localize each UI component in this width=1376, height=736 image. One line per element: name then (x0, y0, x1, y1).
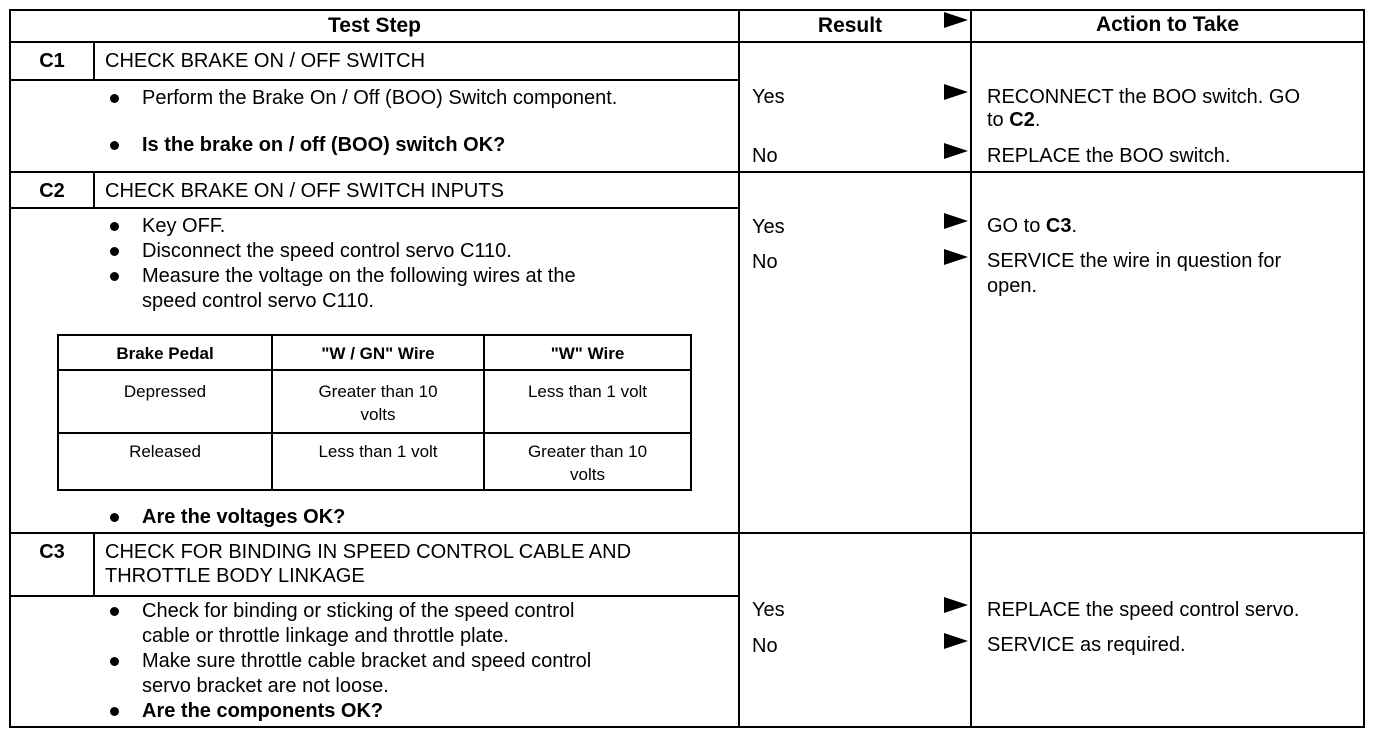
c1-title: CHECK BRAKE ON / OFF SWITCH (105, 50, 426, 72)
voltage-table-cell: Released (129, 442, 201, 461)
c2-yes-arrow-icon (944, 213, 968, 229)
c2-title-underline (9, 207, 740, 209)
voltage-table-cell (485, 440, 690, 486)
c2-bullet-1: Key OFF. (142, 215, 226, 237)
voltage-table-cell: Less than 1 volt (527, 382, 648, 401)
bullet-icon (110, 657, 119, 666)
c2-bullet-2: Disconnect the speed control servo C110. (142, 240, 512, 262)
c2-question: Are the voltages OK? (142, 506, 346, 528)
c2-bullet-3-line2: speed control servo C110. (142, 290, 374, 312)
header-action: Action to Take (1095, 13, 1240, 36)
bullet-icon (110, 272, 119, 281)
c3-id-divider (93, 532, 95, 597)
c3-yes-arrow-icon (944, 597, 968, 613)
c2-action-yes-period: . (1071, 215, 1078, 237)
c1-action-no: REPLACE the BOO switch. (987, 145, 1231, 167)
c3-action-no: SERVICE as required. (987, 634, 1186, 656)
c2-action-no-line1: SERVICE the wire in question for (987, 250, 1282, 272)
bullet-icon (110, 222, 119, 231)
c1-result-yes: Yes (752, 86, 785, 108)
bullet-icon (110, 513, 119, 522)
section-divider-c1-c2 (9, 171, 1365, 173)
c2-id-divider (93, 171, 95, 209)
voltage-table-cell (273, 380, 483, 426)
voltage-table-row-divider (59, 432, 690, 434)
c3-step-id: C3 (39, 541, 65, 563)
c1-no-arrow-icon (944, 143, 968, 159)
c1-bullet-1: Perform the Brake On / Off (BOO) Switch component. (142, 87, 618, 109)
c1-step-id: C1 (39, 50, 65, 72)
frame-right (1363, 9, 1365, 728)
c1-action-yes-go-text: to (987, 109, 1004, 131)
c3-question: Are the components OK? (142, 700, 384, 722)
bullet-icon (110, 707, 119, 716)
frame-left (9, 9, 11, 728)
header-underline (9, 41, 1365, 43)
voltage-table-cell-line: Greater than 10 (527, 442, 648, 461)
bullet-icon (110, 94, 119, 103)
c2-action-yes (987, 214, 1077, 239)
c3-result-no: No (752, 635, 778, 657)
voltage-table-cell-line: volts (360, 405, 396, 424)
c3-bullet-2-line1: Make sure throttle cable bracket and speed control (142, 650, 592, 672)
c2-bullet-3-line1: Measure the voltage on the following wires at the (142, 265, 576, 287)
voltage-table-cell-line: volts (570, 465, 605, 484)
c1-action-yes-line2 (987, 108, 1040, 133)
bullet-icon (110, 141, 119, 150)
c1-title-underline (9, 79, 740, 81)
voltage-table (57, 334, 692, 491)
voltage-table-row-divider (59, 369, 690, 371)
c1-action-yes-period: . (1034, 109, 1041, 131)
c2-action-yes-step-ref: C3 (1045, 215, 1072, 237)
voltage-table-header-w-gn-wire: "W / GN" Wire (321, 344, 435, 363)
bullet-icon (110, 247, 119, 256)
bullet-icon (110, 607, 119, 616)
column-divider-result (738, 9, 740, 728)
c3-no-arrow-icon (944, 633, 968, 649)
c1-result-no: No (752, 145, 778, 167)
voltage-table-cell-line: Greater than 10 (318, 382, 438, 401)
frame-top (9, 9, 1365, 11)
c1-id-divider (93, 41, 95, 81)
c3-bullet-2-line2: servo bracket are not loose. (142, 675, 389, 697)
section-divider-c2-c3 (9, 532, 1365, 534)
c3-bullet-1-line2: cable or throttle linkage and throttle plate. (142, 625, 509, 647)
column-divider-action (970, 9, 972, 728)
c2-no-arrow-icon (944, 249, 968, 265)
header-test-step: Test Step (328, 14, 421, 37)
c2-step-id: C2 (39, 180, 65, 202)
voltage-table-header-w-wire: "W" Wire (550, 344, 625, 363)
c3-action-yes: REPLACE the speed control servo. (987, 599, 1300, 621)
c3-title-line2: THROTTLE BODY LINKAGE (105, 565, 365, 587)
c1-yes-arrow-icon (944, 84, 968, 100)
voltage-table-cell: Depressed (123, 382, 207, 401)
c3-title-underline (9, 595, 740, 597)
c2-title: CHECK BRAKE ON / OFF SWITCH INPUTS (105, 180, 504, 202)
c1-action-yes-line1: RECONNECT the BOO switch. GO (987, 86, 1301, 108)
c3-title-line1: CHECK FOR BINDING IN SPEED CONTROL CABLE AND (105, 541, 632, 563)
c2-result-no: No (752, 251, 778, 273)
c2-action-no-line2: open. (987, 275, 1038, 297)
c3-bullet-1-line1: Check for binding or sticking of the speed control (142, 600, 575, 622)
voltage-table-header-brake-pedal: Brake Pedal (116, 344, 214, 363)
c1-question: Is the brake on / off (BOO) switch OK? (142, 134, 506, 156)
voltage-table-cell: Less than 1 volt (318, 442, 438, 461)
header-arrow-icon (944, 12, 968, 28)
c3-result-yes: Yes (752, 599, 785, 621)
c1-action-yes-step-ref: C2 (1009, 109, 1035, 131)
frame-bottom (9, 726, 1365, 728)
header-result: Result (817, 14, 883, 37)
c2-result-yes: Yes (752, 216, 785, 238)
c2-action-yes-go-text: GO to (987, 215, 1041, 237)
